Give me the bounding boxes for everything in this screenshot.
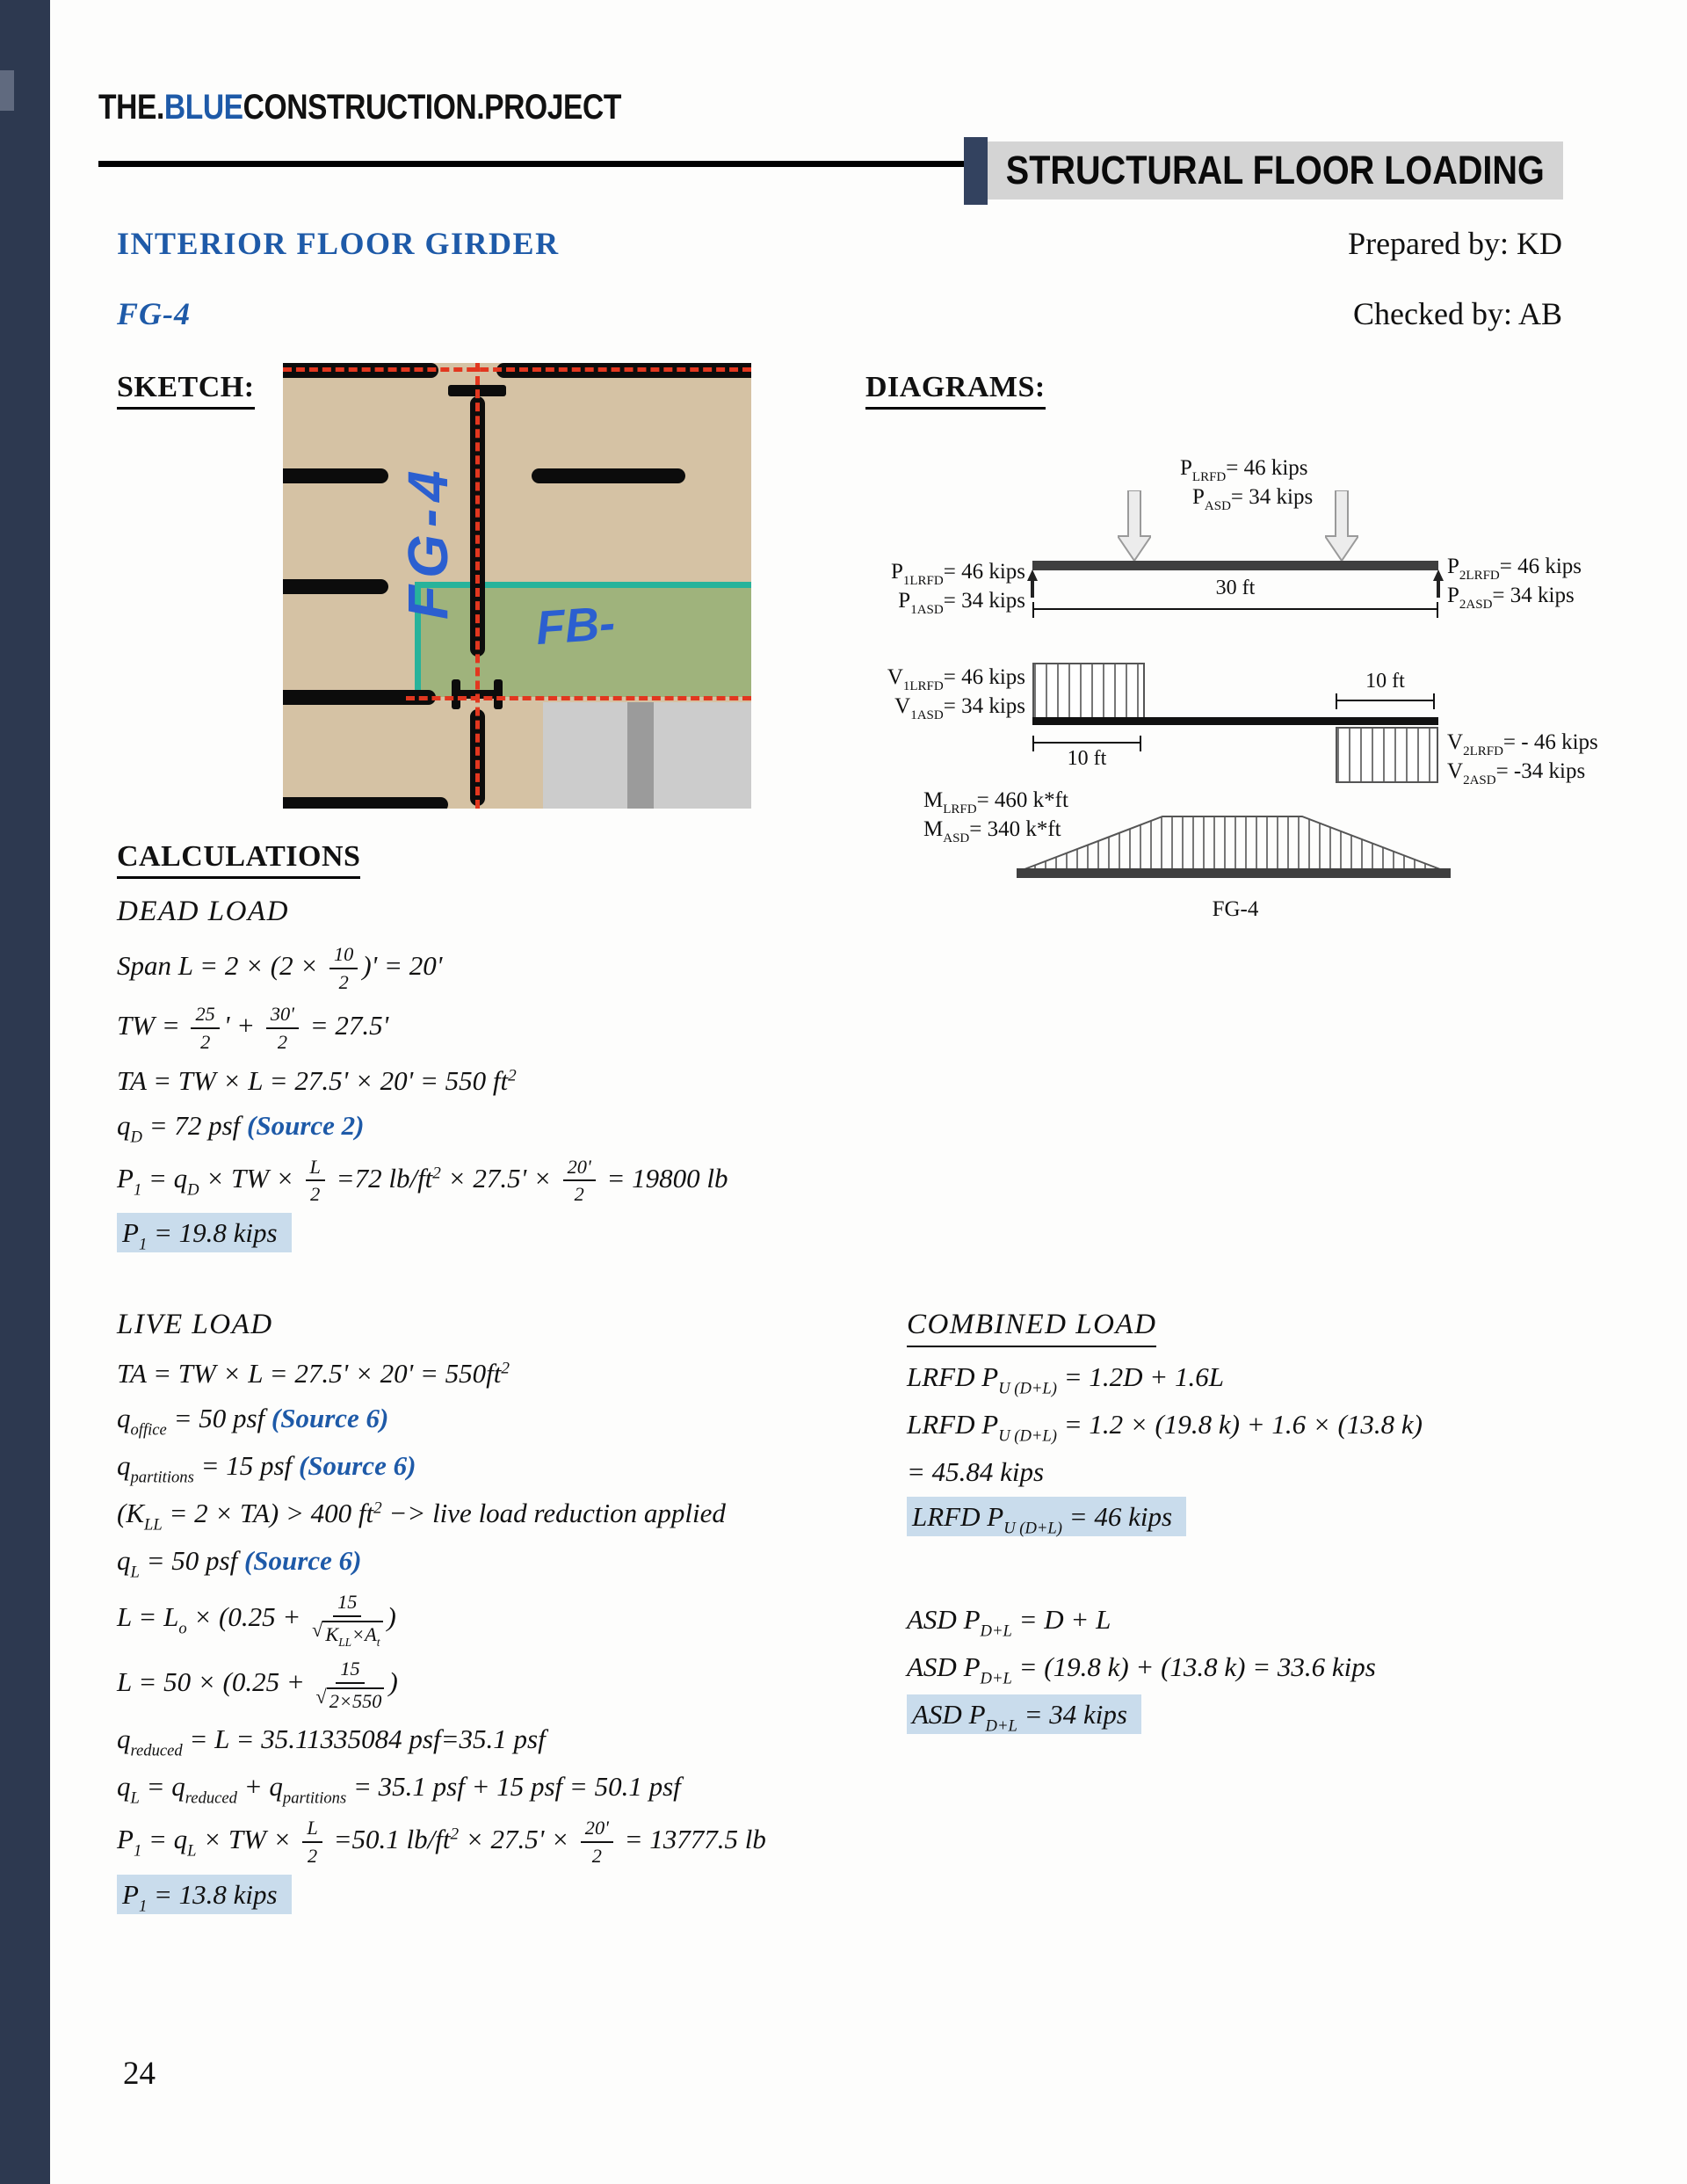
moment-base-bar (1017, 868, 1451, 878)
moment-trapezoid (1024, 816, 1441, 870)
title-accent-bar (964, 137, 988, 205)
gridline-dashed (283, 367, 751, 372)
beam-bar (283, 468, 388, 483)
gridline-dashed-vertical (475, 363, 480, 809)
binding-mark (0, 70, 14, 111)
live-load-lines (117, 1356, 952, 1915)
calc-line: $q_L = q_{reduced} + q_{partitions} = 35.1$ psf + 15 psf = 50.1 psf (117, 1771, 681, 1808)
beam-bar (532, 468, 685, 483)
shear-axis (1032, 717, 1438, 725)
shear-block-negative (1336, 727, 1438, 783)
document-title-box (988, 141, 1563, 200)
combined-load-heading: COMBINED LOAD (907, 1306, 1618, 1347)
diagrams-heading: DIAGRAMS: (865, 371, 1046, 410)
calc-line: $P_1 = 13.8$ kips (117, 1877, 952, 1915)
right-reaction-label: $P_{2LRFD}= 46$ kips $P_{2ASD}= 34$ kips (1447, 555, 1582, 612)
calc-line: $P_1 = 19.8$ kips (117, 1215, 934, 1253)
calc-line: TW = $\frac{25}{2}$ ' + $\frac{30'}{2}$ = 27.5' (117, 1003, 389, 1053)
left-reaction-label: $P_{1LRFD}= 46$ kips $P_{1ASD}= 34$ kips (890, 560, 1025, 617)
calc-line: TA = TW × L = 27.5' × 20' = 550 $ft^2$ (117, 1064, 517, 1096)
page-number: 24 (123, 2056, 156, 2092)
combined-lrfd-lines (907, 1360, 1618, 1537)
calc-line: ASD $P_{D+L} = (19.8$ k) + (13.8 k) = 33.6 kips (907, 1651, 1376, 1688)
brand-pre: THE. (98, 88, 164, 127)
dead-load-section (117, 893, 934, 1263)
combined-asd-lines (907, 1602, 1618, 1735)
load-arrow-icon (1325, 490, 1358, 561)
live-load-section (117, 1306, 952, 1925)
girder-highlight-line (415, 582, 751, 588)
floor-plan-sketch (283, 363, 751, 809)
calc-line: Span L = 2 × (2 × $\frac{10}{2}$ )' = 20' (117, 942, 443, 993)
dead-load-lines (117, 943, 934, 1253)
checked-by: Checked by: AB (1353, 296, 1562, 331)
combined-load-section (907, 1306, 1618, 1745)
calc-line: $P_1 = q_L$ × TW × $\frac{L}{2}$ =50.1 $lb/ft^2 \times 27.5'$ × $\frac{20'}{2}$ = 13777.5 lb (117, 1817, 766, 1867)
left-binding-strip (0, 0, 50, 2184)
calc-line: $q_L = 50$ psf (Source 6) (117, 1545, 362, 1582)
shear-left-dim-label: 10 ft (1067, 747, 1107, 770)
shear-right-label: $V_{2LRFD}= - 46$ kips $V_{2ASD}= -34$ kips (1447, 730, 1598, 787)
moment-label: $M_{LRFD}= 460$ k*ft $M_{ASD}= 340$ k*ft (923, 788, 1068, 845)
subject-title: INTERIOR FLOOR GIRDER (117, 226, 560, 261)
calc-line: $P_1 = q_D$ × TW × $\frac{L}{2}$ =72 $lb/ft^2 \times 27.5'$ × $\frac{20'}{2}$ = 19800 lb (117, 1155, 728, 1206)
gridline-dashed (406, 696, 751, 700)
adjacent-bay-column-strip (627, 702, 654, 809)
calc-line: $q_{reduced} = L = 35.11335084$ psf=35.1 psf (117, 1723, 546, 1760)
span-dimension-line (1032, 608, 1438, 610)
calc-line: $q_{office} = 50$ psf (Source 6) (117, 1403, 389, 1440)
prepared-by: Prepared by: KD (1348, 226, 1562, 261)
shear-left-dim-line (1032, 742, 1141, 744)
calc-line: TA = TW × $L = 27.5' \times 20' = 550ft^2$ (117, 1357, 510, 1389)
beam-bar (283, 579, 388, 594)
beam-line (1032, 561, 1438, 570)
calc-line: ASD $P_{D+L} = 34$ kips (907, 1697, 1618, 1735)
shear-left-label: $V_{1LRFD}= 46$ kips $V_{1ASD}= 34$ kips (887, 665, 1025, 722)
load-diagrams (865, 420, 1621, 956)
shear-right-dim-line (1336, 700, 1435, 701)
calc-line: LRFD $P_{U (D+L)} = 1.2D + 1.6L$ (907, 1360, 1224, 1398)
point-load-label: $P_{LRFD}= 46$ kips $P_{ASD}= 34$ kips (1180, 456, 1314, 513)
header-rule (98, 161, 964, 167)
calculations-heading: CALCULATIONS (117, 840, 360, 879)
shear-right-dim-label: 10 ft (1365, 670, 1405, 693)
calc-line: L = 50 × (0.25 + 15 √ 2×550 ) (117, 1658, 398, 1712)
calc-line: $q_{partitions} = 15$ psf (Source 6) (117, 1450, 416, 1487)
shear-block-positive (1032, 663, 1145, 719)
calc-line: ASD $P_{D+L} = D + L$ (907, 1604, 1111, 1641)
brand-post: CONSTRUCTION.PROJECT (243, 88, 621, 127)
sketch-heading: SKETCH: (117, 371, 255, 410)
dead-load-heading: DEAD LOAD (117, 896, 289, 927)
calc-line: LRFD $P_{U (D+L)} = 46$ kips (907, 1499, 1618, 1537)
load-arrow-icon (1118, 490, 1151, 561)
calc-line: $L = L_o \times (0.25$ + 15 √ $K_{LL}\times A_t$ ) (117, 1591, 396, 1649)
document-title: STRUCTURAL FLOOR LOADING (1005, 148, 1546, 192)
sketch-beam-label: FB- (534, 596, 617, 656)
live-load-heading: LIVE LOAD (117, 1309, 273, 1340)
calc-line: $q_D = 72$ psf (Source 2) (117, 1109, 365, 1147)
brand-blue: BLUE (163, 88, 243, 127)
beam-bar (283, 797, 448, 809)
member-id: FG-4 (117, 296, 191, 331)
calc-line: LRFD $P_{U (D+L)} = 1.2 \times (19.8$ k) + 1.6 × (13.8 k) (907, 1408, 1423, 1446)
calc-line: = 45.84 kips (907, 1455, 1045, 1487)
moment-beam-label: FG-4 (1212, 897, 1259, 921)
sketch-girder-label: FG-4 (396, 463, 460, 620)
span-dimension-label: 30 ft (1215, 577, 1256, 599)
brand-logo (98, 88, 621, 127)
calc-line: $(K_{LL} = 2 \times TA) > 400$ $ft^2$ −> live load reduction applied (117, 1498, 726, 1535)
